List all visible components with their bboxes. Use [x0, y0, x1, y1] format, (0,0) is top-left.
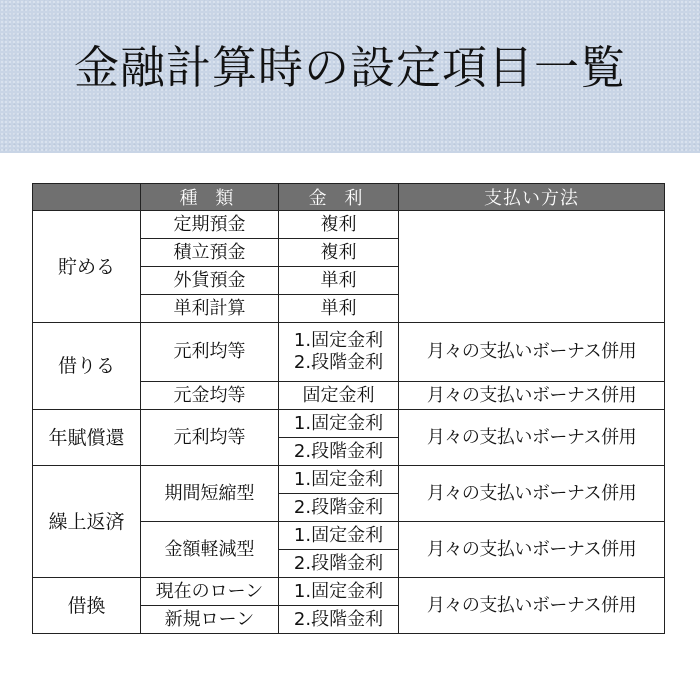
table-row [33, 410, 665, 438]
payment-cell: 月々の支払いボーナス併用 [399, 466, 665, 522]
type-cell: 積立預金 [141, 239, 279, 267]
header-category [33, 184, 141, 211]
type-cell: 単利計算 [141, 295, 279, 323]
title-banner [0, 0, 700, 153]
rate-cell: 1.固定金利 [279, 522, 399, 550]
rate-cell: 2.段階金利 [279, 550, 399, 578]
type-cell: 期間短縮型 [141, 466, 279, 522]
header-row [33, 184, 665, 211]
rate-cell: 単利 [279, 295, 399, 323]
type-cell: 金額軽減型 [141, 522, 279, 578]
type-cell: 定期預金 [141, 211, 279, 239]
header-rate: 金 利 [279, 184, 399, 211]
rate-cell: 1.固定金利 [279, 466, 399, 494]
settings-table [32, 183, 665, 634]
page-title: 金融計算時の設定項目一覧 [73, 41, 626, 94]
table-row [33, 466, 665, 494]
payment-cell: 月々の支払いボーナス併用 [399, 382, 665, 410]
type-cell: 元金均等 [141, 382, 279, 410]
rate-cell: 1.固定金利 [279, 578, 399, 606]
category-cell: 借りる [33, 323, 141, 410]
rate-cell: 2.段階金利 [279, 606, 399, 634]
type-cell: 元利均等 [141, 323, 279, 382]
type-cell: 現在のローン [141, 578, 279, 606]
rate-cell: 単利 [279, 267, 399, 295]
type-cell: 元利均等 [141, 410, 279, 466]
type-cell: 外貨預金 [141, 267, 279, 295]
header-type: 種 類 [141, 184, 279, 211]
rate-cell: 2.段階金利 [279, 438, 399, 466]
type-cell: 新規ローン [141, 606, 279, 634]
rate-cell: 固定金利 [279, 382, 399, 410]
rate-option-2: 2.段階金利 [293, 352, 384, 373]
table-row [33, 323, 665, 382]
category-cell: 貯める [33, 211, 141, 323]
rate-option-1: 1.固定金利 [293, 330, 384, 351]
category-cell: 借換 [33, 578, 141, 634]
payment-cell: 月々の支払いボーナス併用 [399, 578, 665, 634]
rate-cell: 2.段階金利 [279, 494, 399, 522]
table-row [33, 211, 665, 239]
rate-cell: 複利 [279, 239, 399, 267]
category-cell: 繰上返済 [33, 466, 141, 578]
payment-cell-empty [399, 211, 665, 323]
payment-cell: 月々の支払いボーナス併用 [399, 323, 665, 382]
rate-cell: 1.固定金利 [279, 410, 399, 438]
rate-cell: 複利 [279, 211, 399, 239]
rate-cell [279, 323, 399, 382]
table-row [33, 578, 665, 606]
payment-cell: 月々の支払いボーナス併用 [399, 410, 665, 466]
category-cell: 年賦償還 [33, 410, 141, 466]
header-payment: 支払い方法 [399, 184, 665, 211]
payment-cell: 月々の支払いボーナス併用 [399, 522, 665, 578]
